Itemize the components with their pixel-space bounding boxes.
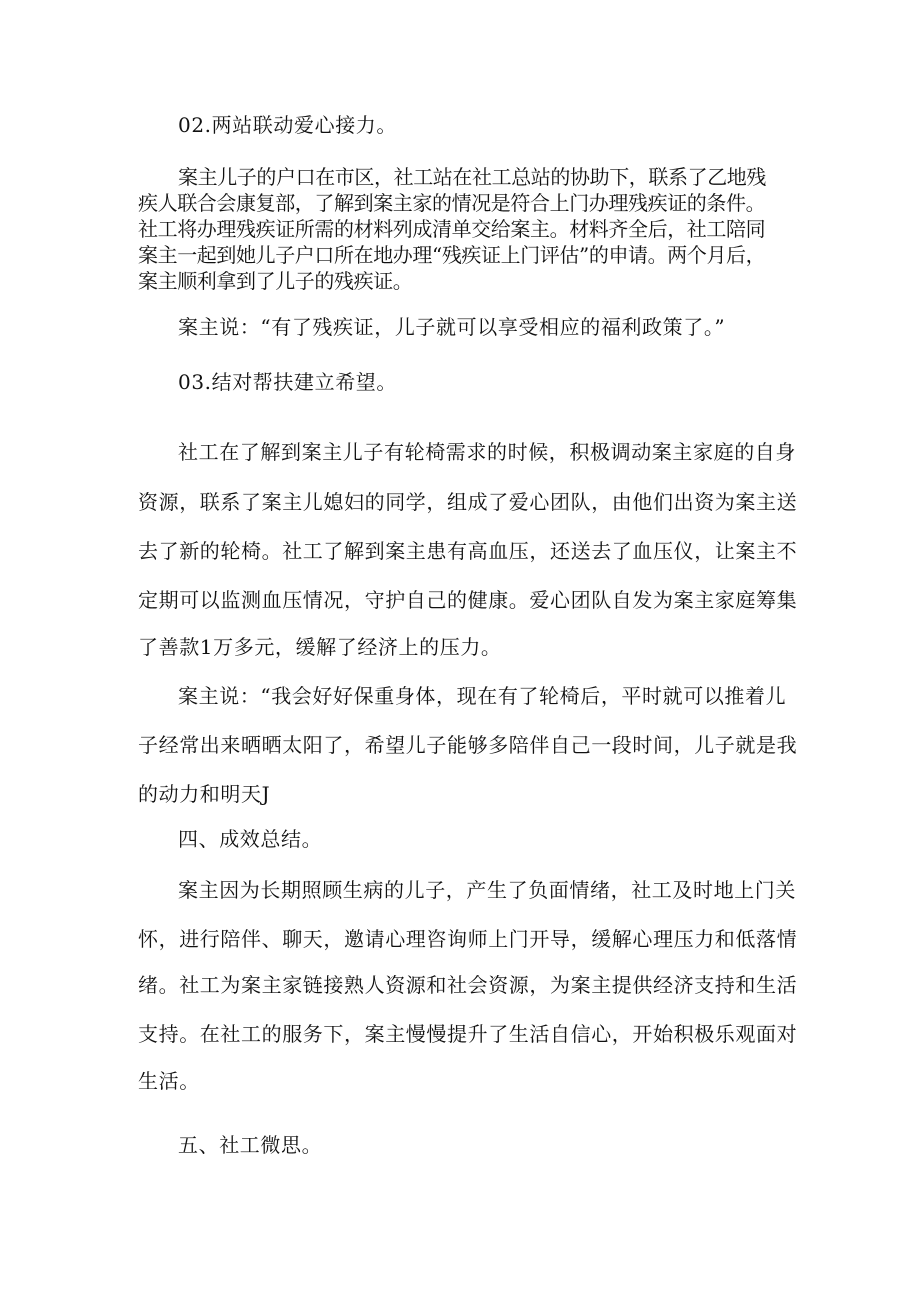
quote-line: 的动力和明天J [138,782,271,806]
paragraph-line: 去了新的轮椅。社工了解到案主患有高血压，还送去了血压仪，让案主不 [138,539,798,563]
quote-02: 案主说：“有了残疾证，儿子就可以享受相应的福利政策了。” [178,315,726,339]
section-heading-5: 五、社工微思。 [178,1133,323,1157]
paragraph-line: 支持。在社工的服务下，案主慢慢提升了生活自信心，开始积极乐观面对 [138,1022,798,1046]
paragraph-line: 案主因为长期照顾生病的儿子，产生了负面情绪，社工及时地上门关 [178,878,796,902]
paragraph-line: 社工在了解到案主儿子有轮椅需求的时候，积极调动案主家庭的自身 [178,440,796,464]
paragraph-line: 生活。 [138,1069,200,1093]
paragraph-line: 案主顺利拿到了儿子的残疾证。 [138,269,413,293]
section-heading-02: 02.两站联动爱心接力。 [178,113,398,137]
quote-line: 案主说：“我会好好保重身体，现在有了轮椅后，平时就可以推着儿 [178,684,787,708]
quote-line: 子经常出来晒晒太阳了，希望儿子能够多陪伴自己一段时间，儿子就是我 [138,733,798,757]
paragraph-line: 案主儿子的户口在市区，社工站在社工总站的协助下，联系了乙地残 [178,165,766,189]
paragraph-line: 怀，进行陪伴、聊天，邀请心理咨询师上门开导，缓解心理压力和低落情 [138,927,798,951]
paragraph-line: 社工将办理残疾证所需的材料列成清单交给案主。材料齐全后，社工陪同 [138,217,766,241]
paragraph-line: 绪。社工为案主家链接熟人资源和社会资源，为案主提供经济支持和生活 [138,973,798,997]
section-heading-03: 03.结对帮扶建立希望。 [178,370,398,394]
paragraph-line: 疾人联合会康复部，了解到案主家的情况是符合上门办理残疾证的条件。 [138,191,766,215]
section-heading-4: 四、成效总结。 [178,827,323,851]
paragraph-line: 资源，联系了案主儿媳妇的同学，组成了爱心团队，由他们出资为案主送 [138,490,798,514]
paragraph-line: 定期可以监测血压情况，守护自己的健康。爱心团队自发为案主家庭筹集 [138,588,798,612]
paragraph-line: 了善款1万多元，缓解了经济上的压力。 [138,635,502,659]
paragraph-line: 案主一起到她儿子户口所在地办理“残疾证上门评估”的申请。两个月后， [138,243,766,267]
